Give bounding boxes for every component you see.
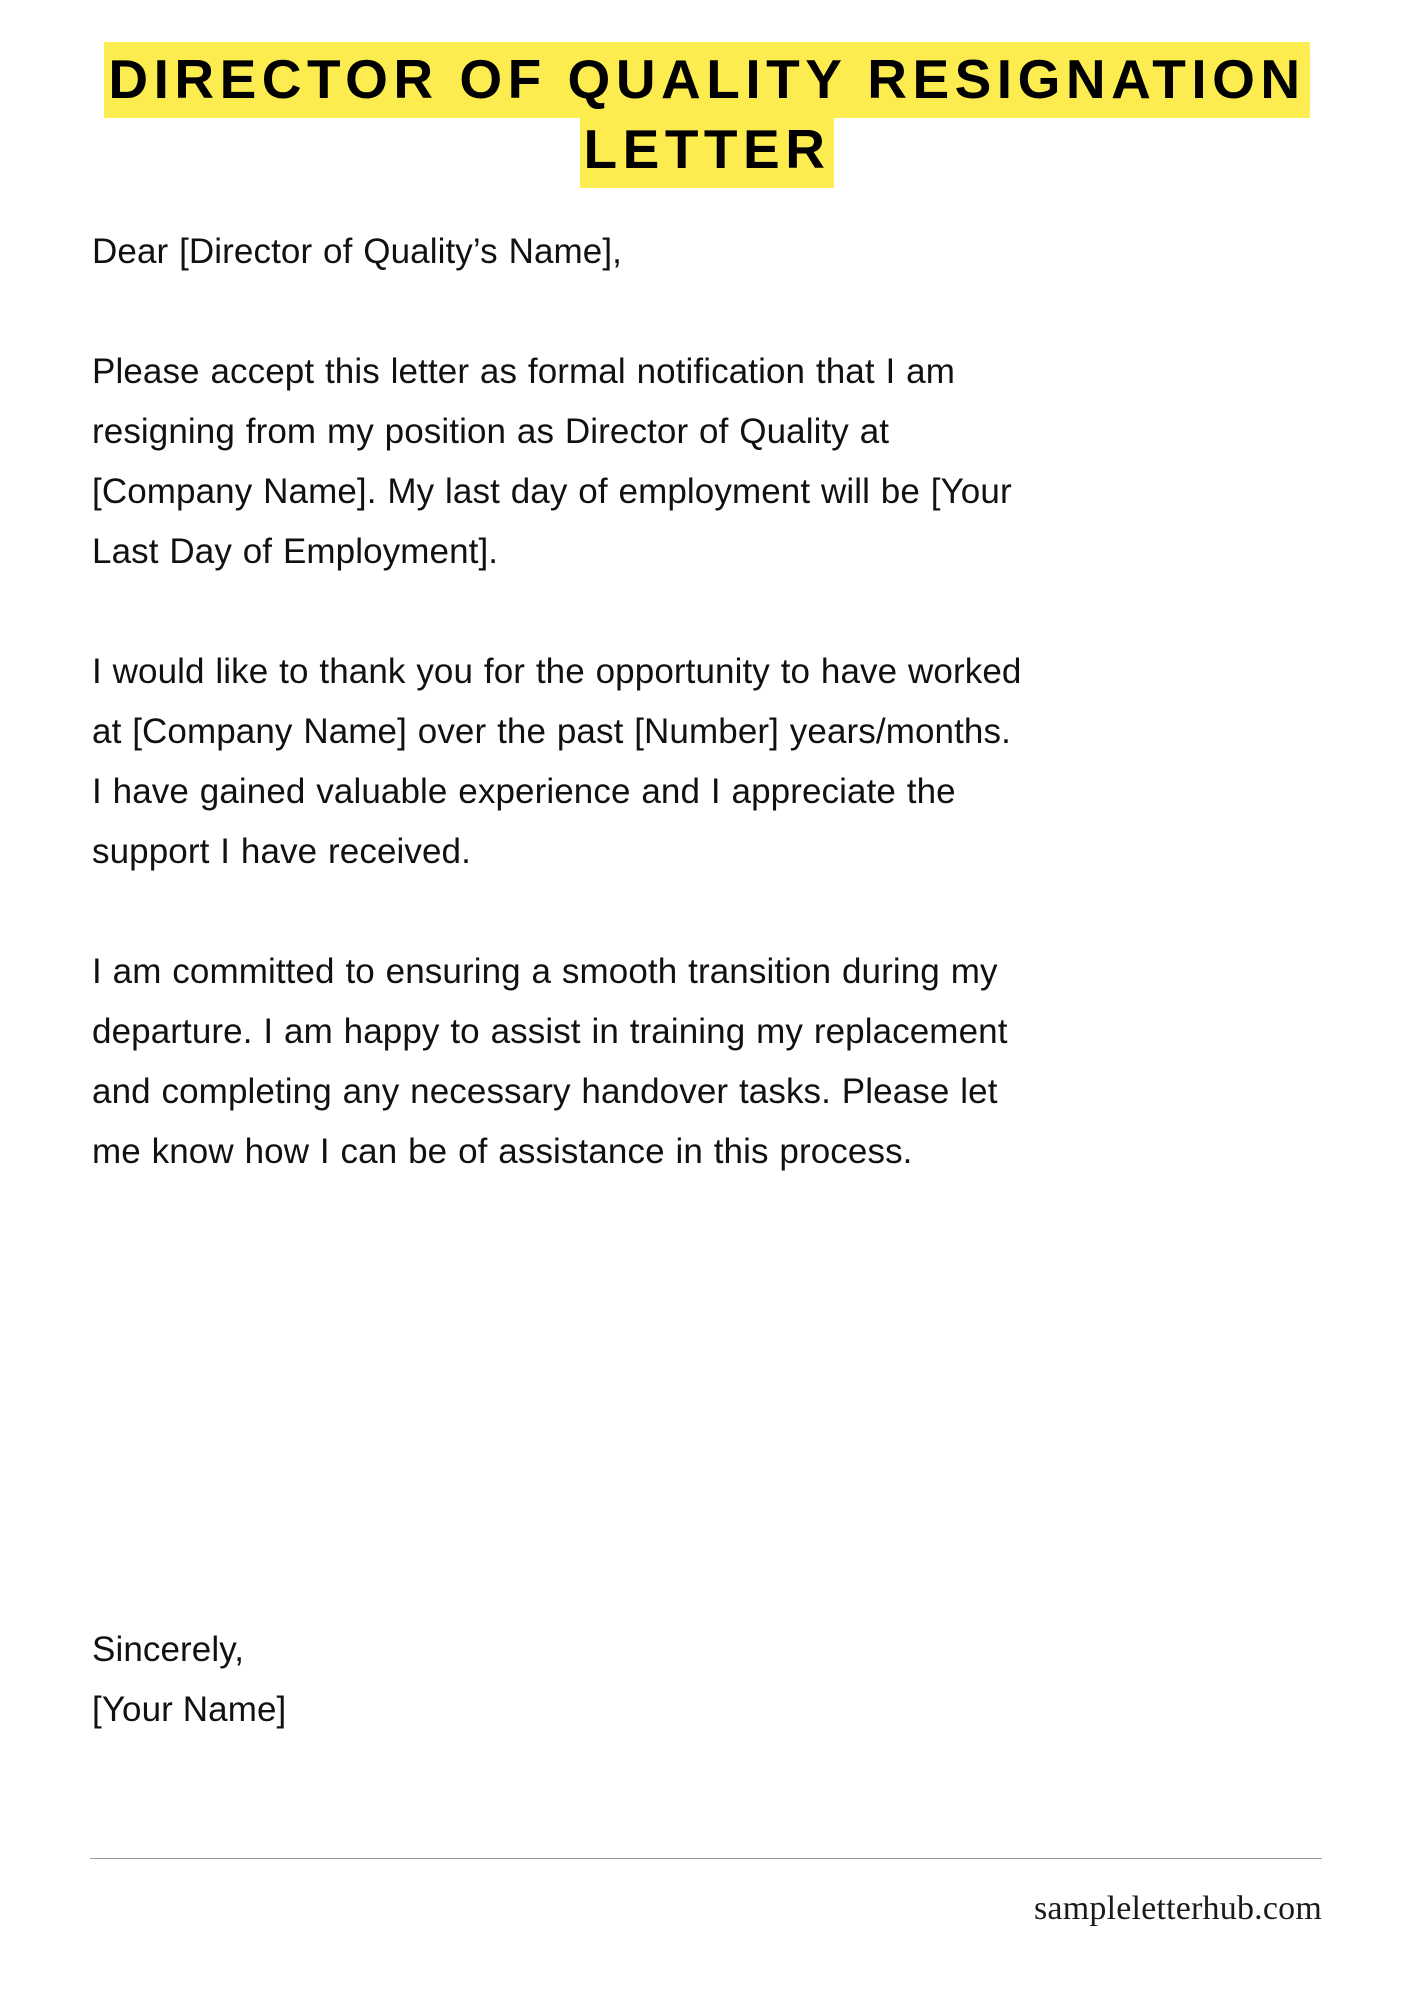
footer-divider (90, 1858, 1322, 1859)
page-title (0, 0, 1414, 184)
page-footer (90, 1858, 1322, 1929)
letter-salutation: Dear [Director of Quality’s Name], (92, 232, 622, 271)
closing-salutation: Sincerely, (92, 1630, 245, 1669)
footer-brand-text: sampleletterhub.com (1034, 1890, 1322, 1927)
signature-name: [Your Name] (92, 1690, 287, 1729)
page-title-text: DIRECTOR OF QUALITY RESIGNATION LETTER (104, 42, 1309, 188)
letter-paragraph-2: I would like to thank you for the opportunity to have worked at [Company Name] over the past [Number] years/months. I have gained valuable experience and I appreciate the support I have received. (92, 652, 1022, 871)
letter-paragraph-1: Please accept this letter as formal notification that I am resigning from my position as Director of Quality at [Company Name]. My last day of employment will be [Your Last Day of Employment]. (92, 352, 1012, 571)
letter-closing (92, 1620, 1022, 1740)
letter-paragraph-3: I am committed to ensuring a smooth transition during my departure. I am happy to assist in training my replacement and completing any necessary handover tasks. Please let me know how I can be of assistance in this process. (92, 952, 1008, 1171)
letter-body (92, 222, 1022, 1182)
